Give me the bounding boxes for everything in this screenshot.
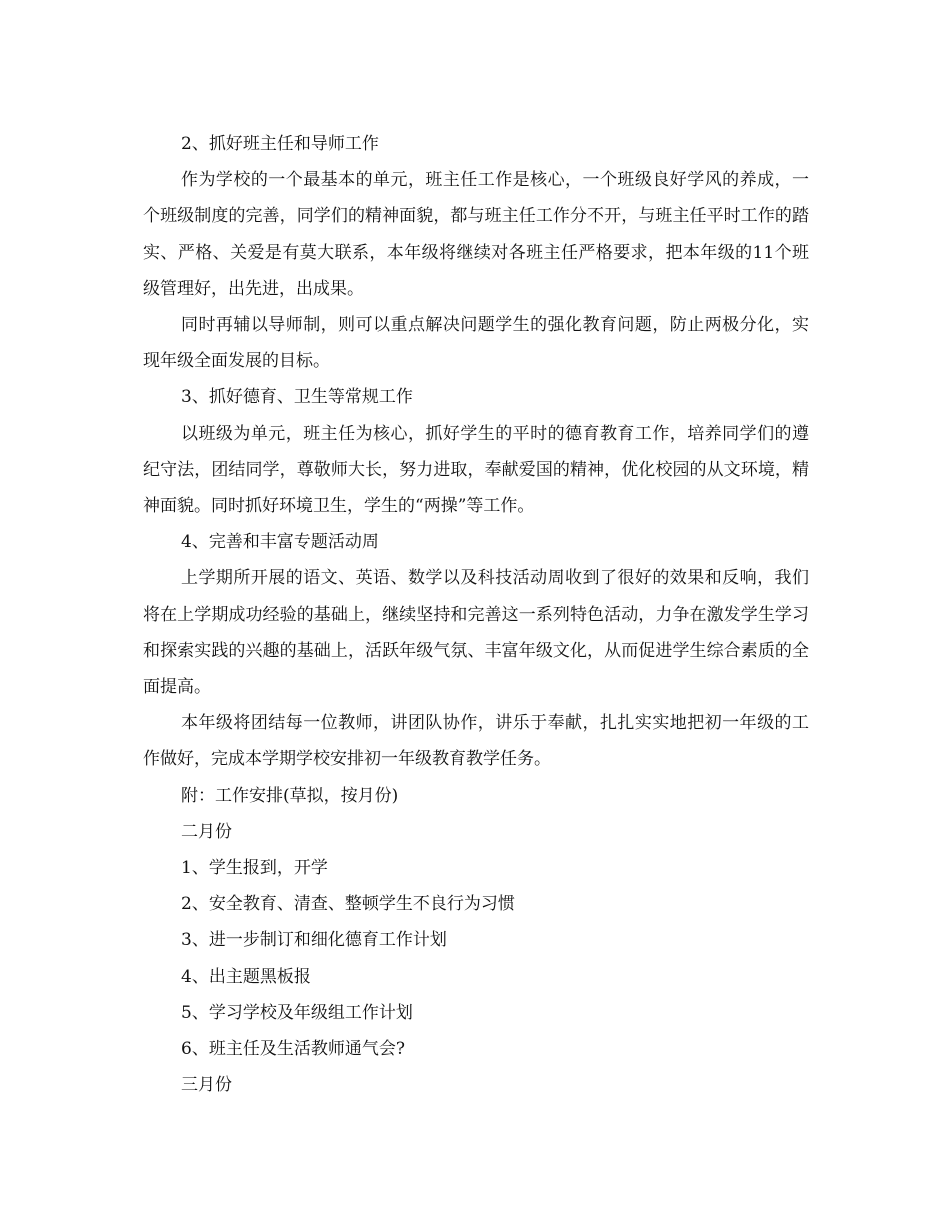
month-heading-march: 三月份 <box>181 1075 232 1096</box>
section-heading-class-teacher: 2、抓好班主任和导师工作 <box>181 134 379 154</box>
appendix-title: 附：工作安排(草拟，按月份) <box>181 785 399 806</box>
section-heading-moral-hygiene: 3、抓好德育、卫生等常规工作 <box>181 387 413 408</box>
paragraph-moral-education: 以班级为单元，班主任为核心，抓好学生的平时的德育教育工作，培养同学们的遵纪守法，团结同学，尊敬师大长，努力进取，奉献爱国的精神，优化校园的从文环境，精神面貌。同时抓好环境卫生，学生的“两操”等工作。 <box>143 423 809 517</box>
list-item: 4、出主题黑板报 <box>181 966 311 987</box>
paragraph-class-teacher-core: 作为学校的一个最基本的单元，班主任工作是核心，一个班级良好学风的养成，一个班级制度的完善，同学们的精神面貌，都与班主任工作分不开，与班主任平时工作的踏实、严格、关爱是有莫大联系，本年级将继续对各班主任严格要求，把本年级的11个班级管理好，出先进，出成果。 <box>143 170 809 299</box>
paragraph-mentor-system: 同时再辅以导师制，则可以重点解决问题学生的强化教育问题，防止两极分化，实现年级全面发展的目标。 <box>143 315 809 372</box>
list-item: 2、安全教育、清查、整顿学生不良行为习惯 <box>181 894 515 915</box>
list-item: 5、学习学校及年级组工作计划 <box>181 1002 413 1023</box>
paragraph-team-unity: 本年级将团结每一位教师，讲团队协作，讲乐于奉献，扎扎实实地把初一年级的工作做好，完成本学期学校安排初一年级教育教学任务。 <box>143 713 809 770</box>
document-body <box>143 126 809 1103</box>
list-item: 1、学生报到，开学 <box>181 858 328 879</box>
section-heading-activity-week: 4、完善和丰富专题活动周 <box>181 532 379 553</box>
paragraph-activity-week: 上学期所开展的语文、英语、数学以及科技活动周收到了很好的效果和反响，我们将在上学期成功经验的基础上，继续坚持和完善这一系列特色活动，力争在激发学生学习和探索实践的兴趣的基础上，活跃年级气氛、丰富年级文化，从而促进学生综合素质的全面提高。 <box>143 568 809 698</box>
list-item: 3、进一步制订和细化德育工作计划 <box>181 930 447 951</box>
month-heading-february: 二月份 <box>181 821 232 842</box>
list-item: 6、班主任及生活教师通气会? <box>181 1039 405 1060</box>
